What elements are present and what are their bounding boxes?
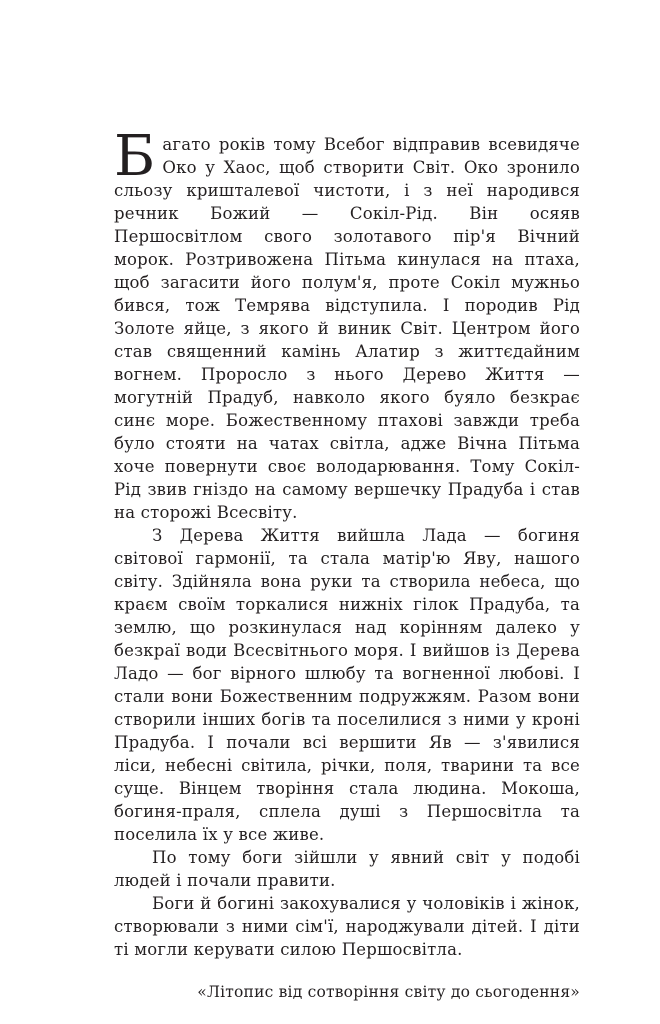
drop-cap: Б: [114, 124, 156, 189]
attribution-line: «Літопис від сотворіння світу до сьогодення»: [197, 983, 580, 1001]
paragraph-2: З Дерева Життя вийшла Лада — богиня світової гармонії, та стала матір'ю Яву, нашого світу. Здійняла вона руки та створила небеса, що краєм своїм торкалися нижніх гілок Прадуба, та землю, що розкинулася над корінням далеко у безкраї води Всесвітнього моря. І вийшов із Дерева Ладо — бог вірного шлюбу та вогненної любові. І стали вони Божественним подружжям. Разом вони створили інших богів та поселилися з ними у кроні Прадуба. І почали всі вершити Яв — з'явилися ліси, небесні світила, річки, поля, тварини та все суще. Вінцем творіння стала людина. Мокоша, богиня-праля, сплела душі з Першосвітла та поселила їх у все живе.: [114, 526, 580, 844]
paragraph-3: По тому боги зійшли у явний світ у подобі людей і почали правити.: [114, 848, 580, 890]
paragraph-4: Боги й богині закохувалися у чоловіків і жінок, створювали з ними сім'ї, народжували дітей. І діти ті могли керувати силою Першосвітла.: [114, 894, 580, 959]
paragraph-1: [114, 124, 580, 524]
paragraph-1-text: агато років тому Всебог відправив всевидяче Око у Хаос, щоб створити Світ. Око зронило сльозу кришталевої чистоти, і з неї народився речник Божий — Сокіл-Рід. Він осяяв Першосвітлом свого золотавого пір'я Вічний морок. Розтривожена Пітьма кинулася на птаха, щоб загасити його полум'я, проте Сокіл мужньо бився, тож Темрява відступила. І породив Рід Золоте яйце, з якого й виник Світ. Центром його став священний камінь Алатир з життєдайним вогнем. Проросло з нього Дерево Життя — могутній Прадуб, навколо якого буяло безкрає синє море. Божественному птахові завжди треба було стояти на чатах світла, адже Вічна Пітьма хоче повернути своє володарювання. Тому Сокіл-Рід звив гніздо на самому вершечку Прадуба і став на сторожі Всесвіту.: [114, 135, 580, 522]
text-block: [114, 124, 580, 1004]
